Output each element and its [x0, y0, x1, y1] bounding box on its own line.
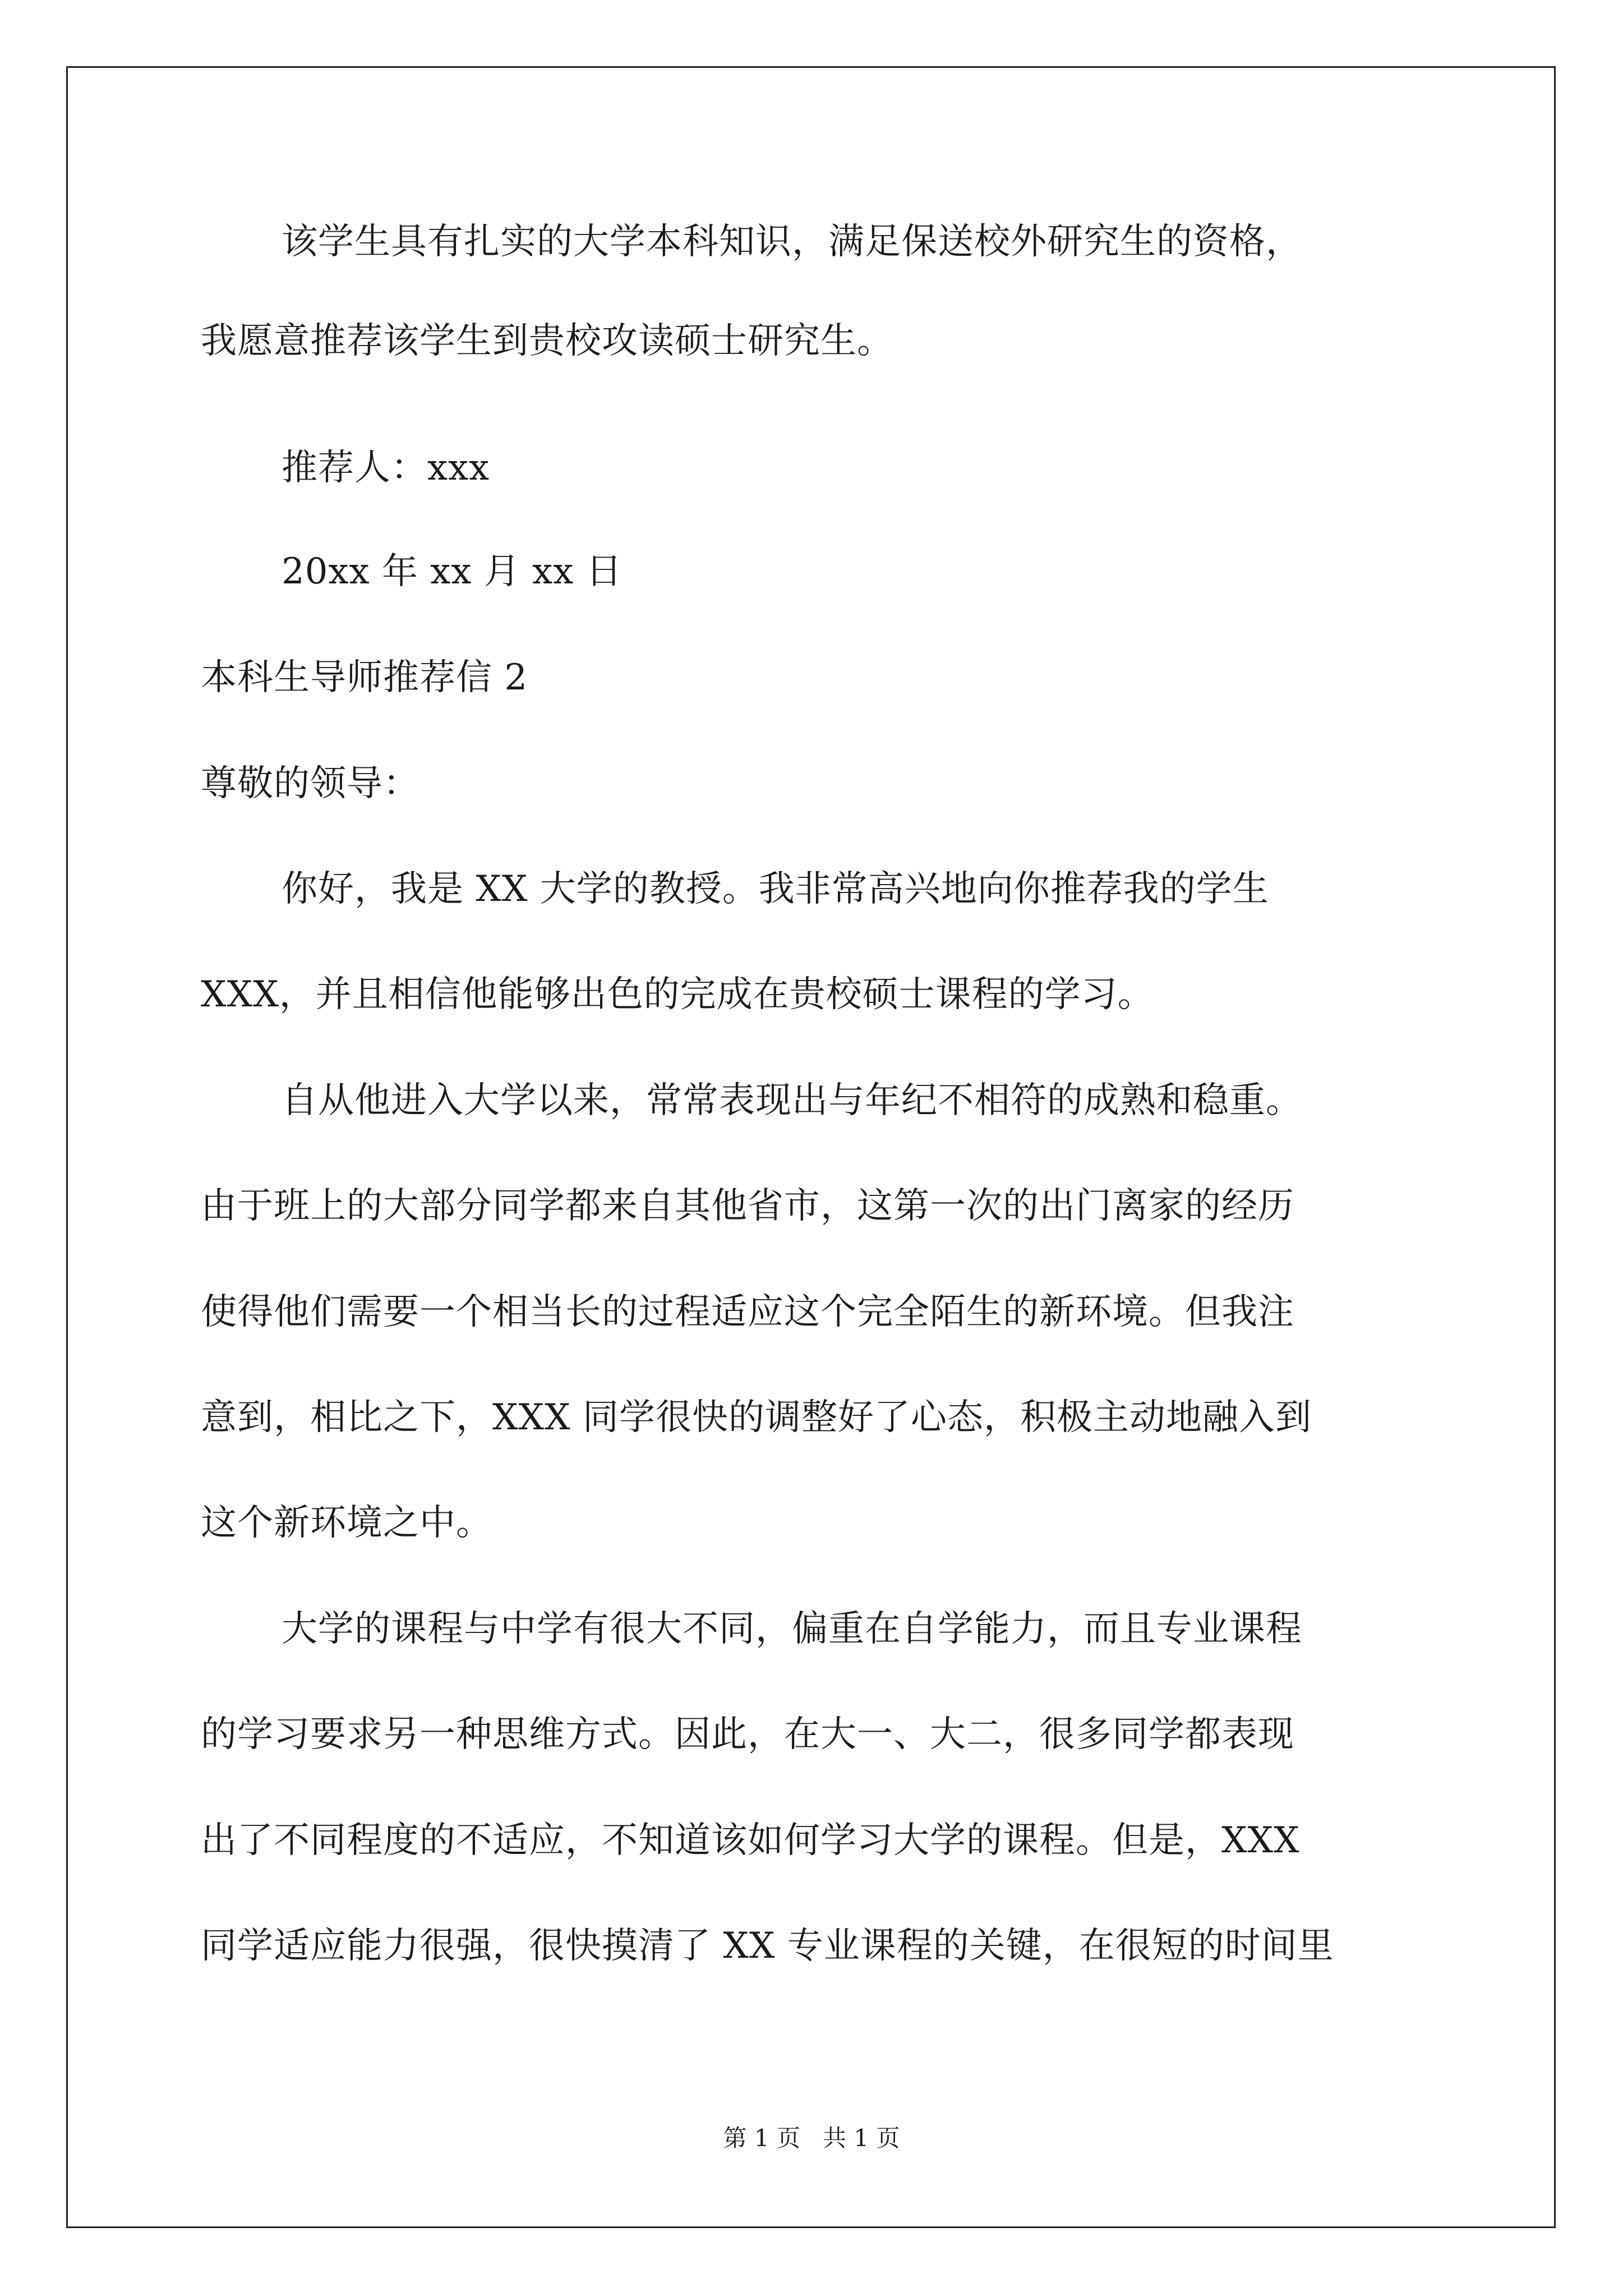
body-line: 这个新环境之中。 [201, 1502, 492, 1544]
body-line: 使得他们需要一个相当长的过程适应这个完全陌生的新环境。但我注 [201, 1291, 1294, 1333]
body-line: 由于班上的大部分同学都来自其他省市，这第一次的出门离家的经历 [201, 1185, 1294, 1227]
body-line: 意到，相比之下，XXX 同学很快的调整好了心态，积极主动地融入到 [201, 1397, 1312, 1438]
section-heading: 本科生导师推荐信 2 [201, 657, 528, 698]
body-line: 出了不同程度的不适应，不知道该如何学习大学的课程。但是，XXX [201, 1820, 1300, 1861]
page-footer: 第 1 页 共 1 页 [723, 2124, 900, 2152]
body-line: XXX，并且相信他能够出色的完成在贵校硕士课程的学习。 [201, 974, 1154, 1015]
body-line: 同学适应能力很强，很快摸清了 XX 专业课程的关键，在很短的时间里 [201, 1925, 1334, 1967]
page-border [66, 66, 1556, 2228]
date-line: 20xx 年 xx 月 xx 日 [282, 551, 623, 592]
body-line: 大学的课程与中学有很大不同，偏重在自学能力，而且专业课程 [282, 1608, 1302, 1650]
body-line: 我愿意推荐该学生到贵校攻读硕士研究生。 [201, 320, 893, 362]
body-line: 的学习要求另一种思维方式。因此，在大一、大二，很多同学都表现 [201, 1714, 1294, 1755]
body-line: 该学生具有扎实的大学本科知识，满足保送校外研究生的资格， [282, 221, 1302, 263]
salutation: 尊敬的领导： [201, 763, 419, 804]
body-line: 自从他进入大学以来，常常表现出与年纪不相符的成熟和稳重。 [282, 1080, 1302, 1121]
body-line: 你好，我是 XX 大学的教授。我非常高兴地向你推荐我的学生 [282, 868, 1269, 910]
signature-line: 推荐人：xxx [282, 447, 490, 489]
